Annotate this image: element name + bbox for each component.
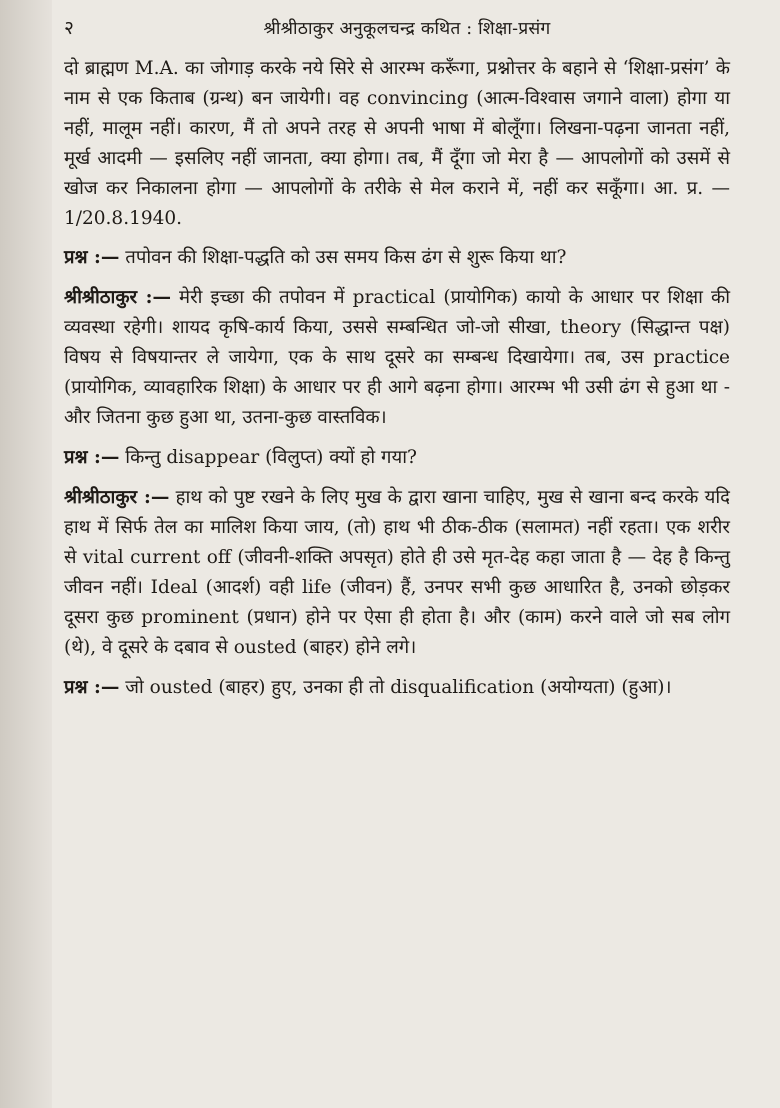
paragraph-text: मेरी इच्छा की तपोवन में practical (प्रायोगिक) कायो के आधार पर शिक्षा की व्यवस्था रहेगी। शायद कृषि-कार्य किया, उससे सम्बन्धित जो-जो सीखा, theory (सिद्धान्त पक्ष) विषय से विषयान्तर ले जायेगा, एक के साथ दूसरे का सम्बन्ध दिखायेगा। तब, उस practice (प्रायोगिक, व्यावहारिक शिक्षा) के आधार पर ही आगे बढ़ना होगा। आरम्भ भी उसी ढंग से हुआ था - और जितना कुछ हुआ था, उतना-कुछ वास्तविक। — [64, 287, 730, 428]
paragraph-text: दो ब्राह्मण M.A. का जोगाड़ करके नये सिरे से आरम्भ करूँगा, प्रश्नोत्तर के बहाने से ‘शिक्षा-प्रसंग’ के नाम से एक किताब (ग्रन्थ) बन जायेगी। वह convincing (आत्म-विश्वास जगाने वाला) होगा या नहीं, मालूम नहीं। कारण, मैं तो अपने तरह से अपनी भाषा में बोलूँगा। लिखना-पढ़ना जानता नहीं, मूर्ख आदमी — इसलिए नहीं जानता, क्या होगा। तब, मैं दूँगा जो मेरा है — आपलोगों को उसमें से खोज कर निकालना होगा — आपलोगों के तरीके से मेल कराने में, नहीं कर सकूँगा। आ. प्र. — 1/20.8.1940. — [64, 58, 730, 229]
speaker-label-question: प्रश्न :— — [64, 677, 120, 698]
paragraph-text: तपोवन की शिक्षा-पद्धति को उस समय किस ढंग से शुरू किया था? — [125, 247, 567, 268]
page-header — [64, 14, 730, 54]
paragraph-text: हाथ को पुष्ट रखने के लिए मुख के द्वारा खाना चाहिए, मुख से खाना बन्द करके यदि हाथ में सिर्फ तेल का मालिश किया जाय, (तो) हाथ भी ठीक-ठीक (सलामत) नहीं रहता। एक शरीर से vital current off (जीवनी-शक्ति अपसृत) होते ही उसे मृत-देह कहा जाता है — देह है किन्तु जीवन नहीं। Ideal (आदर्श) वही life (जीवन) हैं, उनपर सभी कुछ आधारित है, उनको छोड़कर दूसरा कुछ prominent (प्रधान) होने पर ऐसा ही होता है। और (काम) करने वाले जो सब लोग (थे), वे दूसरे के दबाव से ousted (बाहर) होने लगे। — [64, 487, 731, 658]
question-paragraph — [64, 243, 730, 273]
page-number: २ — [64, 17, 75, 39]
page-gutter-shadow — [0, 0, 52, 1108]
page-body — [64, 54, 730, 703]
running-title: श्रीश्रीठाकुर अनुकूलचन्द्र कथित : शिक्षा-प्रसंग — [263, 19, 551, 39]
speaker-label-thakur: श्रीश्रीठाकुर :— — [64, 287, 171, 308]
paragraph-text: किन्तु disappear (विलुप्त) क्यों हो गया? — [125, 447, 417, 468]
question-paragraph — [64, 443, 730, 473]
speaker-label-thakur: श्रीश्रीठाकुर :— — [64, 487, 170, 508]
answer-paragraph — [64, 283, 730, 433]
speaker-label-question: प्रश्न :— — [64, 247, 120, 268]
intro-paragraph — [64, 54, 730, 234]
answer-paragraph — [64, 483, 730, 663]
paragraph-text: जो ousted (बाहर) हुए, उनका ही तो disqualification (अयोग्यता) (हुआ)। — [125, 677, 672, 698]
speaker-label-question: प्रश्न :— — [64, 447, 120, 468]
question-paragraph — [64, 673, 730, 703]
